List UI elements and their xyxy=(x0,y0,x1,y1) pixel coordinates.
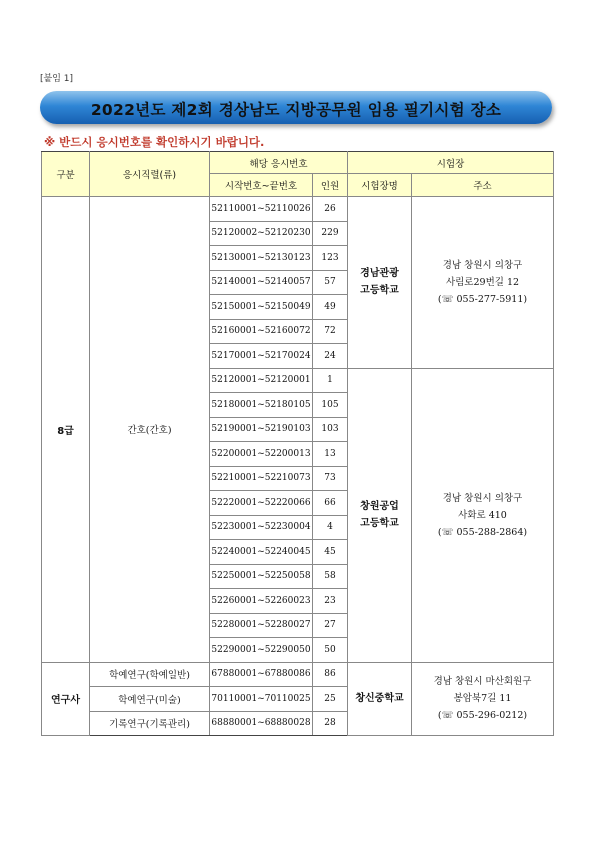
count-cell: 45 xyxy=(313,540,348,565)
venue-name-line: 고등학교 xyxy=(360,518,399,529)
table-row xyxy=(42,197,554,222)
range-cell: 68880001~68880028 xyxy=(210,711,313,736)
venue-address-cell xyxy=(412,197,554,369)
header-job: 응시직렬(류) xyxy=(90,152,210,197)
range-cell: 52120002~52120230 xyxy=(210,221,313,246)
range-cell: 52190001~52190103 xyxy=(210,417,313,442)
header-range: 시작번호~끝번호 xyxy=(210,174,313,197)
count-cell: 26 xyxy=(313,197,348,222)
table-row xyxy=(42,662,554,687)
address-line: 경남 창원시 의창구 xyxy=(442,259,523,271)
range-cell: 52290001~52290050 xyxy=(210,638,313,663)
range-cell: 52130001~52130123 xyxy=(210,246,313,271)
count-cell: 25 xyxy=(313,687,348,712)
range-cell: 52120001~52120001 xyxy=(210,368,313,393)
count-cell: 123 xyxy=(313,246,348,271)
header-grade: 구분 xyxy=(42,152,90,197)
count-cell: 105 xyxy=(313,393,348,418)
header-number-group: 해당 응시번호 xyxy=(210,152,348,174)
count-cell: 27 xyxy=(313,613,348,638)
count-cell: 24 xyxy=(313,344,348,369)
count-cell: 57 xyxy=(313,270,348,295)
notice-text: ※ 반드시 응시번호를 확인하시기 바랍니다. xyxy=(44,135,265,149)
header-count: 인원 xyxy=(313,174,348,197)
header-venue-name: 시험장명 xyxy=(348,174,412,197)
title-banner xyxy=(40,91,552,124)
job-cell: 학예연구(학예일반) xyxy=(90,662,210,687)
range-cell: 52260001~52260023 xyxy=(210,589,313,614)
count-cell: 13 xyxy=(313,442,348,467)
count-cell: 1 xyxy=(313,368,348,393)
range-cell: 52280001~52280027 xyxy=(210,613,313,638)
count-cell: 49 xyxy=(313,295,348,320)
range-cell: 52200001~52200013 xyxy=(210,442,313,467)
range-cell: 52250001~52250058 xyxy=(210,564,313,589)
phone-line: (☏ 055-288-2864) xyxy=(437,526,528,538)
address-line: 경남 창원시 마산회원구 xyxy=(433,676,532,688)
range-cell: 52160001~52160072 xyxy=(210,319,313,344)
exam-venue-table xyxy=(41,151,554,736)
grade-cell: 8급 xyxy=(42,197,90,663)
range-cell: 52180001~52180105 xyxy=(210,393,313,418)
count-cell: 72 xyxy=(313,319,348,344)
range-cell: 52230001~52230004 xyxy=(210,515,313,540)
address-line: 사화로 410 xyxy=(458,509,507,521)
range-cell: 67880001~67880086 xyxy=(210,662,313,687)
range-cell: 52240001~52240045 xyxy=(210,540,313,565)
venue-address-cell xyxy=(412,662,554,736)
job-cell: 기록연구(기록관리) xyxy=(90,711,210,736)
venue-name-cell xyxy=(348,368,412,662)
range-cell: 52210001~52210073 xyxy=(210,466,313,491)
count-cell: 229 xyxy=(313,221,348,246)
phone-line: (☏ 055-277-5911) xyxy=(437,293,528,305)
count-cell: 50 xyxy=(313,638,348,663)
range-cell: 52140001~52140057 xyxy=(210,270,313,295)
venue-name-line: 창원공업 xyxy=(360,501,399,512)
range-cell: 70110001~70110025 xyxy=(210,687,313,712)
address-line: 경남 창원시 의창구 xyxy=(442,492,523,504)
range-cell: 52170001~52170024 xyxy=(210,344,313,369)
range-cell: 52110001~52110026 xyxy=(210,197,313,222)
header-venue-group: 시험장 xyxy=(348,152,554,174)
job-cell: 간호(간호) xyxy=(90,197,210,663)
address-line: 봉암북7길 11 xyxy=(453,693,512,705)
count-cell: 23 xyxy=(313,589,348,614)
count-cell: 86 xyxy=(313,662,348,687)
venue-name-line: 고등학교 xyxy=(360,285,399,297)
venue-address-cell xyxy=(412,368,554,662)
range-cell: 52150001~52150049 xyxy=(210,295,313,320)
job-cell: 학예연구(미술) xyxy=(90,687,210,712)
count-cell: 4 xyxy=(313,515,348,540)
venue-name-cell xyxy=(348,197,412,369)
grade-cell: 연구사 xyxy=(42,662,90,736)
phone-line: (☏ 055-296-0212) xyxy=(437,710,528,722)
attachment-label: [붙임 1] xyxy=(40,74,73,84)
venue-name-line: 경남관광 xyxy=(360,268,399,280)
header-address: 주소 xyxy=(412,174,554,197)
range-cell: 52220001~52220066 xyxy=(210,491,313,516)
count-cell: 66 xyxy=(313,491,348,516)
page-title: 2022년도 제2회 경상남도 지방공무원 임용 필기시험 장소 xyxy=(90,101,502,119)
count-cell: 28 xyxy=(313,711,348,736)
venue-name-cell: 창신중학교 xyxy=(348,662,412,736)
count-cell: 58 xyxy=(313,564,348,589)
address-line: 사림로29번길 12 xyxy=(445,276,520,288)
count-cell: 103 xyxy=(313,417,348,442)
count-cell: 73 xyxy=(313,466,348,491)
